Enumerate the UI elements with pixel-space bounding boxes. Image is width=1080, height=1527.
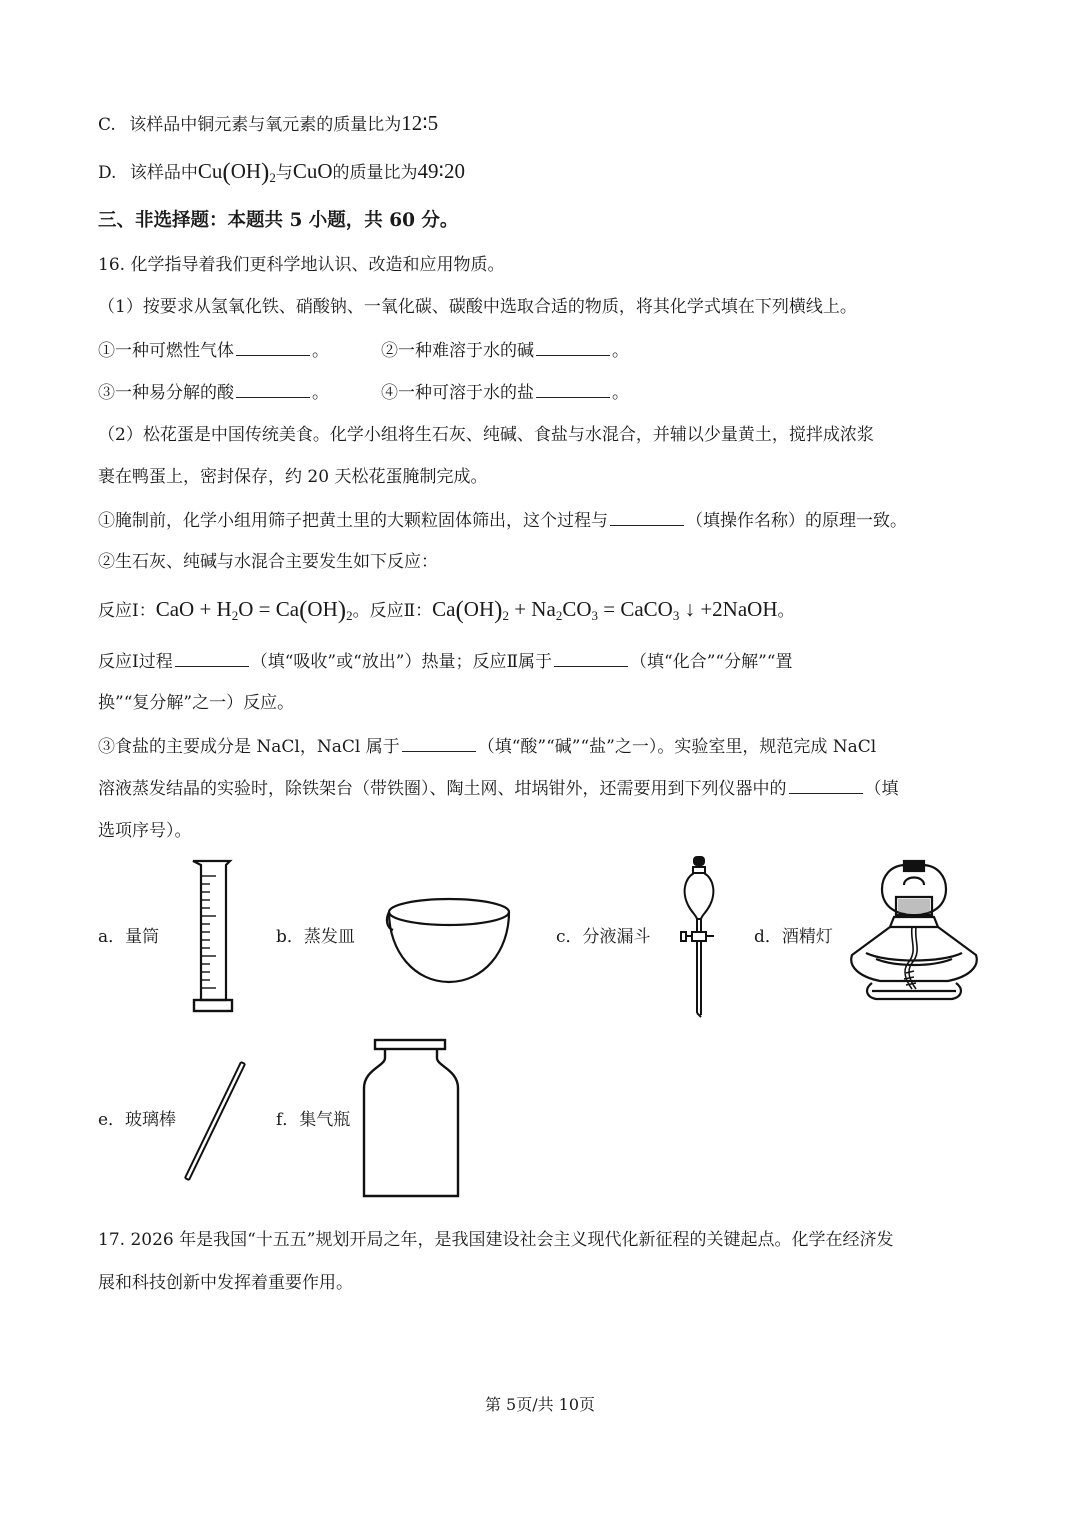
page-number: 第 5页/共 10页 — [484, 1395, 596, 1414]
answer-blank[interactable] — [236, 380, 310, 398]
q16-part1: （1）按要求从氢氧化铁、硝酸钠、一氧化碳、碳酸中选取合适的物质，将其化学式填在下列横线上。 — [98, 297, 857, 317]
q16-part2-sub4-line1: ③食盐的主要成分是 NaCl，NaCl 属于 （填“酸”“碱”“盐”之一）。实验室里，规范完成 NaCl — [98, 734, 984, 759]
q16-part2-line1: （2）松花蛋是中国传统美食。化学小组将生石灰、纯碱、食盐与水混合，并辅以少量黄土，搅拌成浓浆 — [98, 425, 874, 445]
q17-line2: 展和科技创新中发挥着重要作用。 — [98, 1273, 353, 1293]
apparatus-label-d: d．酒精灯 — [754, 927, 833, 947]
apparatus-label-f: f．集气瓶 — [276, 1110, 351, 1130]
option-d-ratio: 49∶20 — [417, 159, 466, 183]
answer-blank[interactable] — [554, 649, 628, 667]
q16-part2-sub4-line3: 选项序号）。 — [98, 821, 192, 841]
q16-part2-sub4-line2: 溶液蒸发结晶的实验时，除铁架台（带铁圈）、陶土网、坩埚钳外，还需要用到下列仪器中的 （填 — [98, 776, 984, 801]
gas-jar-icon — [358, 1036, 464, 1200]
answer-blank[interactable] — [789, 776, 863, 794]
reaction-2: $Ca(OH)_2 + Na_2CO_3$ = CaCO$_3$ ↓ +2NaOH — [432, 597, 778, 624]
glass-rod-icon — [180, 1058, 250, 1184]
reaction-1: CaO + $H_2O = Ca(OH)_2$ — [155, 597, 353, 624]
evaporating-dish-icon — [383, 890, 513, 988]
graduated-cylinder-icon — [190, 858, 240, 1014]
answer-blank[interactable] — [610, 508, 684, 526]
option-c-ratio: 12∶5 — [401, 111, 439, 135]
answer-blank[interactable] — [175, 649, 249, 667]
option-c: C. 该样品中铜元素与氧元素的质量比为12∶5 — [98, 111, 439, 135]
apparatus-label-b: b．蒸发皿 — [276, 927, 355, 947]
section-title: 三、非选择题：本题共 5 小题，共 60 分。 — [98, 210, 459, 231]
q16-part2-sub2: ②生石灰、纯碱与水混合主要发生如下反应： — [98, 552, 438, 572]
option-d: D. 该样品中$Cu(OH)_2$与CuO的质量比为49∶20 — [98, 159, 466, 186]
q16-part2-sub3-line1: 反应Ⅰ过程 （填“吸收”或“放出”）热量；反应Ⅱ属于 （填“化合”“分解”“置 — [98, 649, 984, 674]
reactions: 反应Ⅰ：CaO + $H_2O = Ca(OH)_2$。反应Ⅱ：$Ca(OH)_2 + Na_2CO_3$ = CaCO$_3$ ↓ +2NaOH。 — [98, 597, 795, 624]
separatory-funnel-icon — [676, 853, 722, 1021]
alcohol-lamp-icon — [846, 855, 982, 1005]
apparatus-label-e: e．玻璃棒 — [98, 1110, 177, 1130]
answer-blank[interactable] — [236, 338, 310, 356]
q17-line1: 17. 2026 年是我国“十五五”规划开局之年，是我国建设社会主义现代化新征程的关键起点。化学在经济发 — [98, 1230, 894, 1250]
q16-part2-line2: 裹在鸭蛋上，密封保存，约 20 天松花蛋腌制完成。 — [98, 467, 488, 487]
q16-part2-sub3-line2: 换”“复分解”之一）反应。 — [98, 693, 295, 713]
formula-cu-oh-2: $Cu(OH)_2$ — [197, 159, 276, 186]
q16-intro: 16. 化学指导着我们更科学地认识、改造和应用物质。 — [98, 255, 505, 275]
apparatus-label-c: c．分液漏斗 — [556, 927, 651, 947]
q16-part1-row1: ①一种可燃性气体 。 ②一种难溶于水的碱 。 — [98, 338, 984, 363]
answer-blank[interactable] — [402, 734, 476, 752]
apparatus-label-a: a．量筒 — [98, 927, 160, 947]
answer-blank[interactable] — [536, 338, 610, 356]
q16-part1-row2: ③一种易分解的酸 。 ④一种可溶于水的盐 。 — [98, 380, 984, 405]
q16-part2-sub1: ①腌制前，化学小组用筛子把黄土里的大颗粒固体筛出，这个过程与 （填操作名称）的原理一致。 — [98, 508, 984, 533]
answer-blank[interactable] — [536, 380, 610, 398]
